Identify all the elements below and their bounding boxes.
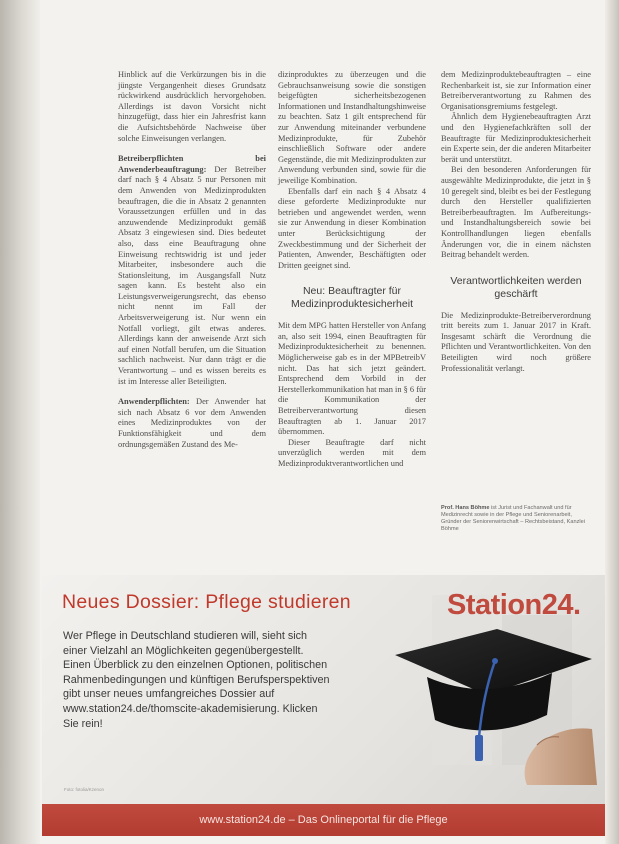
- page-fold-shadow: [0, 0, 40, 844]
- paragraph-text: Dieser Beauftragte darf nicht unverzüglich werden mit dem Medizinproduktverantwortlichen und: [278, 437, 426, 468]
- photo-credit: Foto: fotolia/Kzenon: [64, 787, 105, 792]
- article-column-2: [278, 70, 426, 470]
- paragraph-text: Ähnlich dem Hygienebeauftragten Arzt und den Hygienefachkräften soll der Beauftragte für Medizinproduktesicherheit ein Experte sein, der die anderen Mitarbeiter berät und unterstützt.: [441, 112, 591, 164]
- paragraph-text: Der Anwender hat sich nach Absatz 6 vor dem Anwenden eines Medizinproduktes von der Funktionsfähigkeit und dem ordnungsgemäßen Zustand des Me-: [118, 397, 266, 449]
- author-bio: ist Jurist und Fachanwalt und für Medizinrecht sowie in der Pflege und Seniorenarbeit, Gründer der Seniorenwirtschaft – Rechtsbeistand, Kanzlei Böhme: [441, 505, 585, 532]
- article-paragraph: [441, 70, 591, 112]
- paragraph-lead: Anwenderpflichten:: [118, 397, 190, 407]
- graduation-cap-icon: [387, 625, 597, 785]
- article-paragraph: [118, 70, 266, 144]
- article-paragraph: [278, 70, 426, 187]
- dossier-advertisement[interactable]: [42, 575, 605, 811]
- paragraph-text: Der Betreiber darf nach § 4 Absatz 5 nur Personen mit dem Anwenden von Medizinprodukten beauftragen, die die in Absatz 2 genannten Voraussetzungen erfüllen und in das anzuwendende Medizinprodukt gemäß Absatz 3 eingewiesen sind. Dies bedeutet also, dass eine Beauftragung ohne Einweisung rechtswidrig ist und jeder Mitarbeiter, insbesondere auch die Stationsleitung, im Ausgangsfall Nutz sagen kann. Es besteht also ein Leistungsverweigerungsrecht, das ebenso nicht nennt im Fall der Arbeitsverweigerung ist. Nur wenn ein Notfall vorliegt, gilt etwas anderes. Allerdings kann der anweisende Arzt sich auf einen Notfall berufen, um die Situation sachlich nachweist. Nur dann trägt er die Verantwortung – und es wissen bereits es ist im Interesse aller Beteiligten.: [118, 164, 266, 386]
- paragraph-text: Mit dem MPG hatten Hersteller von Anfang an, also seit 1994, einen Beauftragten für Medizinproduktesicherheit zu benennen. Möglicherweise gab es in der MPBetreibV nicht. Das hat sich jetzt geändert. Entsprechend dem Vorbild in der Herstellerkommunikation hat man in § 6 für die Kommunikation der Betreiberverantwortung diesen Beauftragten ab 1. Januar 2017 übernommen.: [278, 321, 426, 437]
- article-paragraph: [278, 321, 426, 438]
- article-paragraph: [278, 438, 426, 470]
- paragraph-text: Hinblick auf die Verkürzungen bis in die jüngste Vergangenheit dieses Grundsatz rückwirkend ausdrücklich hervorgehoben. Allerdings ist davon Vorsicht nicht hinzugefügt, dass hier ein Jahresfrist kann die Aufsichtsbehörde Nachweise über solche Einweisungen verlangen.: [118, 70, 266, 143]
- section-subheading: Neu: Beauftragter für Medizinproduktesicherheit: [291, 285, 413, 311]
- ad-title: Neues Dossier: Pflege studieren: [62, 591, 351, 613]
- author-info: [441, 505, 591, 533]
- article-paragraph: [118, 397, 266, 450]
- section-subheading: Verantwortlichkeiten werden geschärft: [450, 274, 582, 300]
- paragraph-text: dizinproduktes zu überzeugen und die Gebrauchsanweisung sowie die sonstigen beigefügten sicherheitsbezogenen Informationen und Instandhaltungshinweise zu beachten. Satz 1 gilt entsprechend für zur Anwendung miteinander verbundene Medizinprodukte, für Zubehör einschließlich Software oder andere Gegenstände, die mit Medizinprodukten zur Anwendung verbunden sind, sowie für die jeweilige Kombination.: [278, 70, 426, 185]
- ad-footer-link[interactable]: www.station24.de – Das Onlineportal für die Pflege: [199, 814, 448, 826]
- article-paragraph: [118, 154, 266, 387]
- article-paragraph: [278, 187, 426, 272]
- ad-body-text: Wer Pflege in Deutschland studieren will, sieht sich einer Vielzahl an Möglichkeiten gegenübergestellt. Einen Überblick zu den einzelnen Optionen, politischen Rahmenbedingungen und künftigen Berufsperspektiven gibt unser neues umfangreiches Dossier auf www.station24.de/thomscite-akademisierung. Klicken Sie rein!: [63, 630, 330, 730]
- article-paragraph: [441, 311, 591, 375]
- author-name: Prof. Hans Böhme: [441, 505, 490, 511]
- paragraph-text: Bei den besonderen Anforderungen für ausgewählte Medizinprodukte, die jetzt in § 10 geregelt sind, bleibt es bei der Festlegung durch den Hersteller qualifizierten Betreiberbeauftragten. Im Aufbereitungs- und Instandhaltungsbereich sowie bei Kontrollhandlungen liegen ebenfalls Änderungen vor, die in einem nächsten Beitrag behandelt werden.: [441, 165, 591, 260]
- article-paragraph: [441, 112, 591, 165]
- article-paragraph: [441, 165, 591, 260]
- paragraph-text: Die Medizinprodukte-Betreiberverordnung tritt bereits zum 1. Januar 2017 in Kraft. Insgesamt schärft die Verordnung die Pflichten und Verantwortlichkeiten. Von den Beteiligten wird noch größere Professionalität verlangt.: [441, 310, 591, 373]
- ad-footer-banner[interactable]: [42, 804, 605, 836]
- article-column-1: [118, 70, 266, 450]
- paragraph-text: Ebenfalls darf ein nach § 4 Absatz 4 diese geforderte Medizinprodukte nur betrieben und angewendet werden, wenn sie zur Anwendung in dieser Kombination unter Berücksichtigung der Zweckbestimmung und der Sicherheit der Patienten, Anwender, Beschäftigten oder Dritten geeignet sind.: [278, 186, 426, 270]
- paragraph-text: dem Medizinproduktebeauftragten – eine Rechenbarkeit ist, sie zur Information einer Betreiberverantwortung zu Rahmen des Organisationsgremiums festgelegt.: [441, 70, 591, 111]
- page-edge-shadow: [605, 0, 619, 844]
- paragraph-lead: Betreiberpflichten bei Anwenderbeauftragung:: [118, 154, 266, 174]
- station24-logo: Station24.: [447, 589, 581, 621]
- article-column-3: [441, 70, 591, 374]
